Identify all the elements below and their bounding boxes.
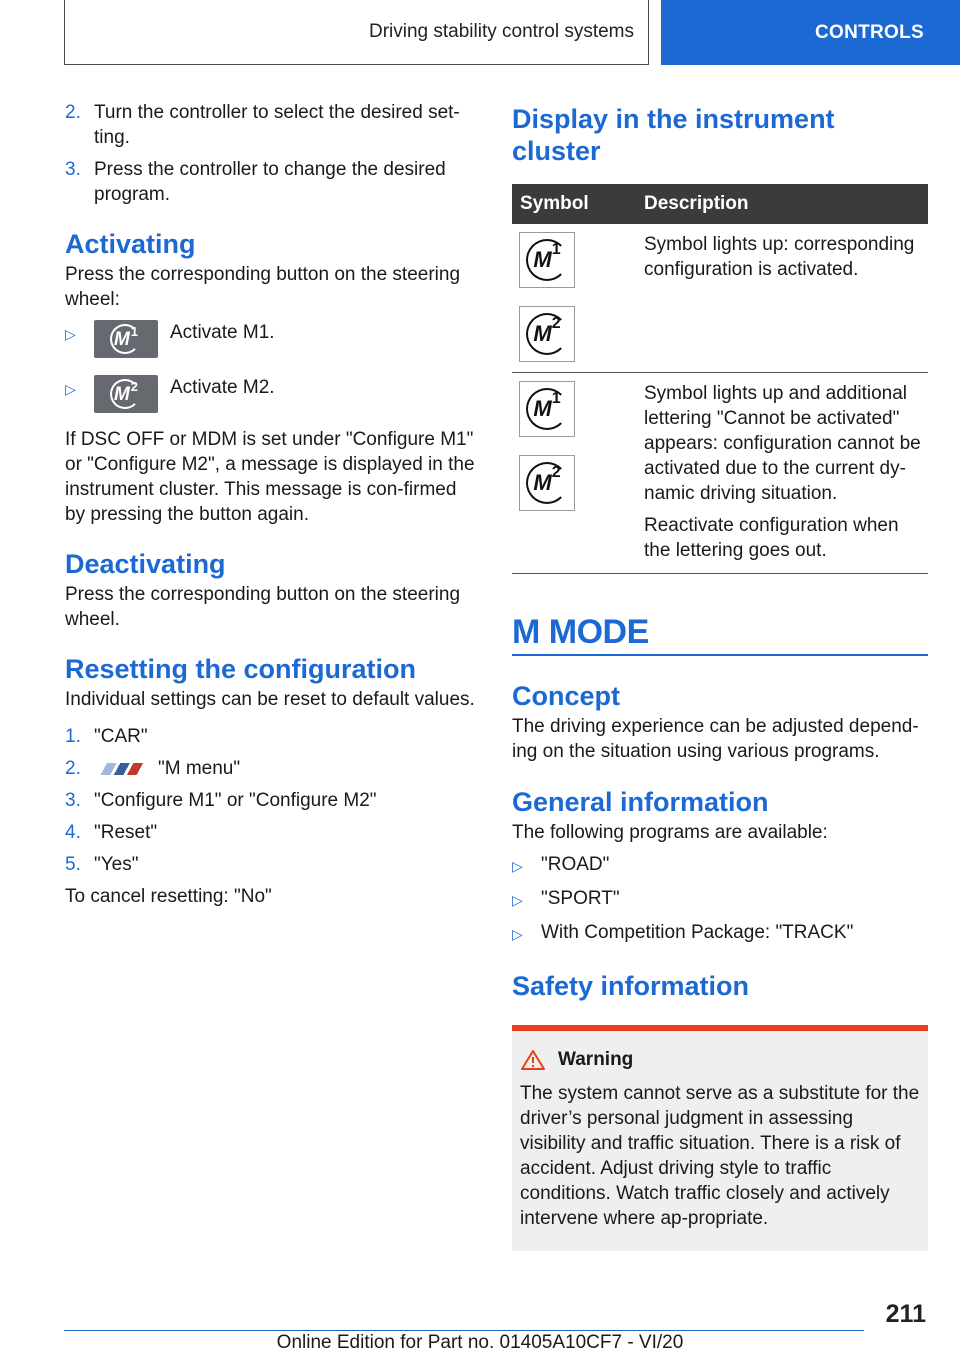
heading-general-information: General information: [512, 787, 769, 817]
heading-concept: Concept: [512, 681, 620, 711]
step-text: Press the controller to change the desired program.: [94, 159, 446, 205]
warning-box: [512, 1025, 928, 1251]
step-number: 2.: [65, 102, 81, 123]
activating-intro: Press the corresponding button on the steering wheel:: [65, 264, 461, 310]
col-header-symbol: Symbol: [520, 193, 589, 214]
step-item: [65, 100, 475, 150]
bullet-marker: ▷: [65, 381, 76, 397]
header-section-title: Driving stability control systems: [368, 21, 634, 42]
m1-symbol-icon: M 1: [519, 381, 575, 437]
list-item: [65, 320, 475, 358]
step-number: 3.: [65, 790, 81, 811]
m2-symbol-icon: M 2: [519, 455, 575, 511]
step-item: [65, 820, 475, 845]
heading-activating: Activating: [65, 229, 196, 259]
step-text: "CAR": [94, 726, 148, 747]
cancel-text: To cancel resetting: "No": [65, 886, 272, 907]
list-item: [65, 375, 475, 413]
left-column: [65, 100, 475, 909]
m1-symbol-icon: M 1: [519, 232, 575, 288]
section-divider: [512, 654, 928, 656]
step-number: 5.: [65, 854, 81, 875]
table-cell-description: Symbol lights up and additional lettering "Cannot be activated" appears: configuration cannot be activated due to the current dy‐namic driving situation.: [644, 383, 921, 504]
step-item: [65, 724, 475, 749]
list-item: [512, 852, 928, 879]
warning-triangle-icon: [520, 1049, 546, 1071]
warning-title: Warning: [558, 1049, 634, 1070]
step-text: "Configure M1" or "Configure M2": [94, 790, 377, 811]
right-column: [512, 100, 928, 1251]
list-item-text: Activate M1.: [170, 322, 275, 343]
table-header: [512, 184, 928, 224]
heading-deactivating: Deactivating: [65, 549, 226, 579]
resetting-text: Individual settings can be reset to default values.: [65, 689, 475, 710]
step-number: 2.: [65, 758, 81, 779]
list-item: [512, 920, 928, 947]
list-item-text: With Competition Package: "TRACK": [541, 922, 854, 943]
m1-button-icon: M 1: [94, 320, 158, 358]
deactivating-text: Press the corresponding button on the steering wheel.: [65, 584, 461, 630]
footer-edition: Online Edition for Part no. 01405A10CF7 - VI/20: [276, 1332, 684, 1353]
header-chapter: [661, 0, 960, 65]
m2-symbol-icon: M 2: [519, 306, 575, 362]
warning-text: The system cannot serve as a substitute for the driver’s personal judgment in assessing visibility and traffic situation. There is a risk of accident. Adjust driving style to traffic conditions. Watch traffic closely and actively intervene where ap‐propriate.: [520, 1083, 920, 1229]
footer-divider: [64, 1330, 864, 1331]
step-text: "M menu": [158, 758, 241, 779]
concept-text: The driving experience can be adjusted depend‐ing on the situation using various programs.: [512, 716, 919, 762]
table-row: [512, 224, 928, 373]
step-item: [65, 756, 475, 781]
program-list: [512, 852, 928, 947]
general-text: The following programs are available:: [512, 822, 828, 843]
bullet-marker: ▷: [512, 892, 523, 908]
heading-safety-information: Safety information: [512, 971, 750, 1001]
symbol-table: [512, 184, 928, 574]
heading-resetting: Resetting the configuration: [65, 654, 416, 684]
step-text: "Yes": [94, 854, 139, 875]
col-header-description: Description: [644, 193, 749, 214]
step-item: [65, 852, 475, 877]
list-item-text: "SPORT": [541, 888, 620, 909]
header-chapter-title: CONTROLS: [815, 21, 925, 43]
activating-note: If DSC OFF or MDM is set under "Configure M1" or "Configure M2", a message is displayed in the instrument cluster. This message is con‐firmed by pressing the button again.: [65, 429, 475, 525]
bullet-marker: ▷: [512, 858, 523, 874]
step-number: 3.: [65, 159, 81, 180]
step-number: 1.: [65, 726, 81, 747]
list-item-text: "ROAD": [541, 854, 610, 875]
reset-steps: [65, 724, 475, 877]
page-number: 211: [885, 1300, 926, 1328]
m-logo-icon: [92, 763, 154, 775]
step-text: Turn the controller to select the desired set‐ting.: [94, 102, 460, 148]
table-row: [512, 373, 928, 574]
header-section: [64, 0, 649, 65]
step-text: "Reset": [94, 822, 158, 843]
bullet-marker: ▷: [65, 326, 76, 342]
list-item-text: Activate M2.: [170, 377, 275, 398]
table-cell-description-note: Reactivate configuration when the lettering goes out.: [644, 515, 899, 561]
heading-display: Display in the instrument cluster: [512, 104, 835, 166]
step-item: [65, 157, 475, 207]
list-item: [512, 886, 928, 913]
m2-button-icon: M 2: [94, 375, 158, 413]
heading-m-mode: M MODE: [512, 613, 649, 651]
table-cell-description: Symbol lights up: corresponding configuration is activated.: [644, 234, 915, 280]
step-item: [65, 788, 475, 813]
bullet-marker: ▷: [512, 926, 523, 942]
step-number: 4.: [65, 822, 81, 843]
